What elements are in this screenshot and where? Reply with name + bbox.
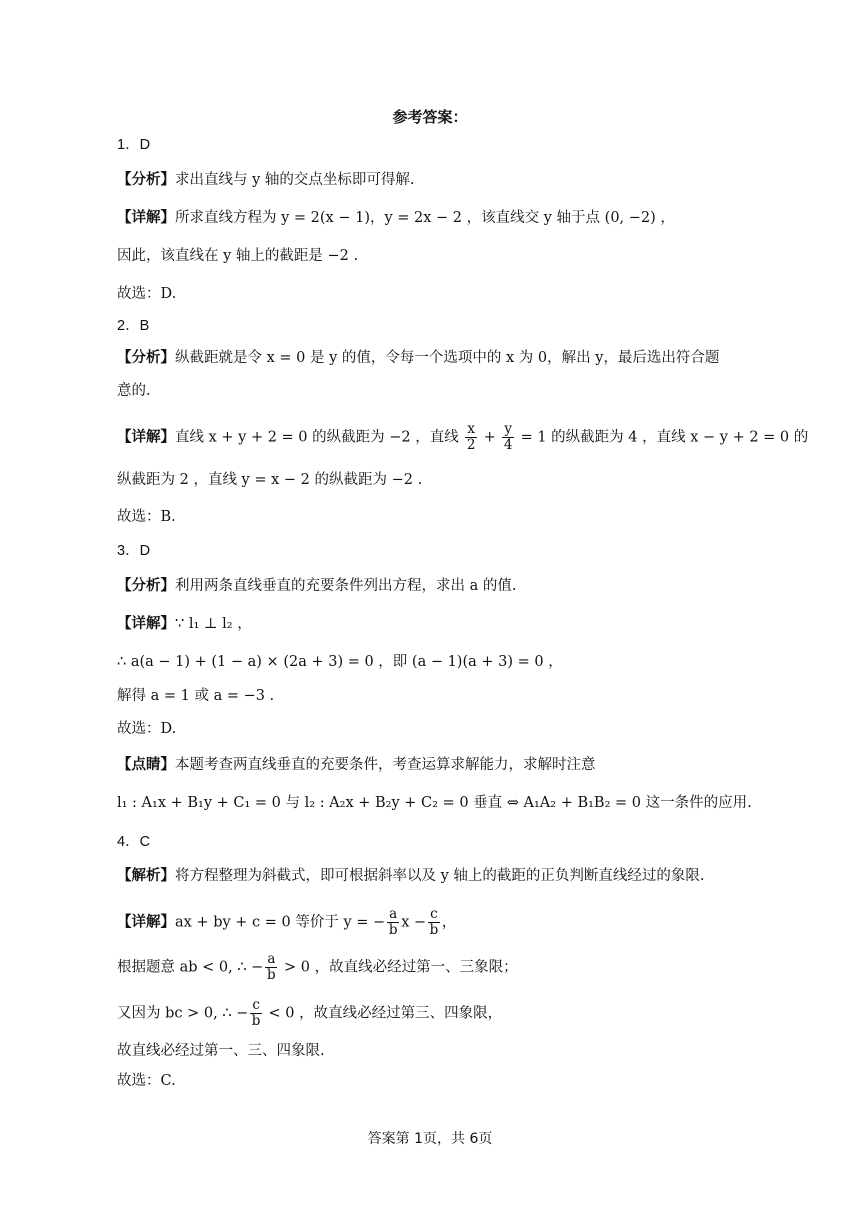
q3-remark-line1: 本题考查两直线垂直的充要条件，考查运算求解能力，求解时注意 [175,757,596,773]
q1-detail [117,208,675,228]
q4-f1-num: a [389,906,398,922]
q1-analysis [117,170,415,190]
q3-analysis-tag: 【分析】 [117,577,175,594]
q4-analysis-tag: 【解析】 [117,867,175,884]
q3-answer: 故选：D. [117,721,177,737]
q4-detail-line2 [117,952,518,983]
q2-analysis-tag: 【分析】 [117,349,175,366]
q4-f3-num: a [267,951,276,967]
q2-frac1-num: x [467,421,475,437]
q4-f2-den: b [429,922,439,938]
q4-l2-part2: > 0 ，故直线必经过第一、三象限； [279,959,518,976]
q4-detail [117,907,456,938]
q4-fraction-a-over-b [387,907,399,938]
q2-detail-part2: = 1 的纵截距为 4 ，直线 x − y + 2 = 0 的 [515,429,809,446]
q1-detail-line2: 因此，该直线在 y 轴上的截距是 −2 . [117,248,359,264]
q1-number: 1．D [117,137,151,153]
q3-detail-line2: ∴ a(a − 1) + (1 − a) × (2a + 3) = 0 ，即 (a − 1)(a + 3) = 0 ， [117,654,563,670]
q3-remark [117,755,596,775]
q1-detail-tag: 【详解】 [117,209,175,226]
q4-l3-part1: 又因为 bc > 0, ∴ − [117,1005,249,1022]
q4-fraction-c-over-b [428,907,440,938]
q1-detail-line1: 所求直线方程为 y = 2(x − 1)，y = 2x − 2 ，该直线交 y 轴于点 (0, −2) ， [175,210,675,226]
q2-detail-tag: 【详解】 [117,428,175,446]
q2-analysis [117,348,719,368]
q4-detail-tag: 【详解】 [117,913,175,931]
q4-f4-den: b [251,1013,261,1029]
q4-f1-den: b [388,922,398,938]
q4-fraction-a-over-b-2 [265,952,277,983]
q2-detail-part1: 直线 x + y + 2 = 0 的纵截距为 −2 ，直线 [175,429,459,446]
q4-detail-line4: 故直线必经过第一、三、四象限. [117,1043,325,1059]
q4-detail-part3: ， [441,914,457,931]
q4-l2-part1: 根据题意 ab < 0, ∴ − [117,959,264,976]
q3-remark-line2: l₁ : A₁x + B₁y + C₁ = 0 与 l₂ : A₂x + B₂y + C₂ = 0 垂直 ⇔ A₁A₂ + B₁B₂ = 0 这一条件的应用. [117,795,752,811]
q2-fraction-y-over-4 [502,422,514,453]
q2-frac1-den: 2 [466,437,476,453]
q2-number: 2．B [117,318,150,334]
q2-analysis-line2: 意的. [117,383,151,399]
q3-analysis [117,576,516,596]
q2-analysis-line1: 纵截距就是令 x = 0 是 y 的值，令每一个选项中的 x 为 0，解出 y，最后选出符合题 [175,350,720,366]
q4-analysis-text: 将方程整理为斜截式，即可根据斜率以及 y 轴上的截距的正负判断直线经过的象限. [175,868,705,884]
q2-detail-plus: + [478,429,501,446]
q2-answer: 故选：B. [117,509,176,525]
q4-detail-line3 [117,998,502,1029]
q2-frac2-den: 4 [503,437,513,453]
q2-frac2-num: y [504,421,512,437]
q3-detail [117,614,252,634]
q2-detail [117,422,808,453]
q3-detail-tag: 【详解】 [117,615,175,632]
page-heading: 参考答案： [392,108,468,126]
q4-number: 4．C [117,834,151,850]
q3-analysis-text: 利用两条直线垂直的充要条件列出方程，求出 a 的值. [175,578,517,594]
q1-analysis-text: 求出直线与 y 轴的交点坐标即可得解. [175,172,415,188]
q4-analysis [117,866,705,886]
q1-analysis-tag: 【分析】 [117,171,175,188]
q4-f4-num: c [252,997,260,1013]
q3-remark-tag: 【点睛】 [117,756,175,773]
q3-detail-line3: 解得 a = 1 或 a = −3 . [117,688,275,704]
page-footer: 答案第 1页，共 6页 [367,1131,493,1147]
q4-l3-part2: < 0 ，故直线必经过第三、四象限， [263,1005,503,1022]
q4-detail-part1: ax + by + c = 0 等价于 y = − [175,914,386,931]
q3-number: 3．D [117,543,151,559]
q4-f2-num: c [430,906,438,922]
q2-detail-line2: 纵截距为 2 ，直线 y = x − 2 的纵截距为 −2 . [117,472,423,488]
q1-answer: 故选：D. [117,286,177,302]
q4-f3-den: b [267,967,276,983]
q4-answer: 故选：C. [117,1073,176,1089]
q4-detail-part2: x − [401,914,427,931]
q4-fraction-c-over-b-2 [250,998,262,1029]
q2-fraction-x-over-2 [465,422,477,453]
q3-detail-line1: ∵ l₁ ⊥ l₂ ， [175,616,252,632]
